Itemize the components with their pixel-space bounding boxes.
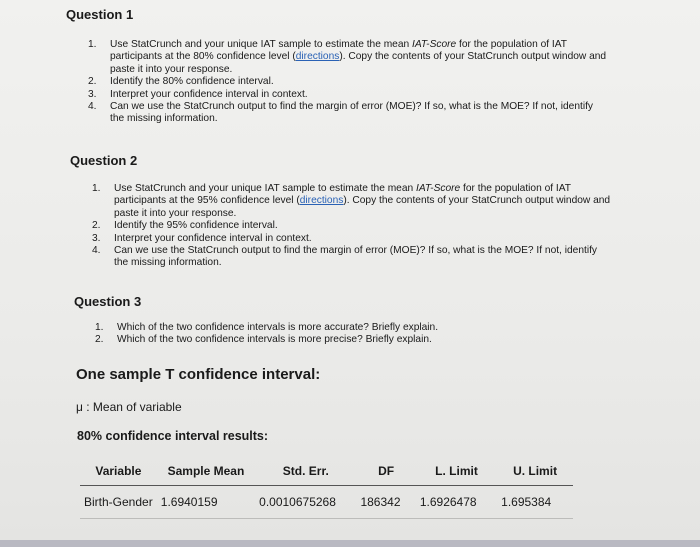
list-item: 4. Can we use the StatCrunch output to find the margin of error (MOE)? If so, what is the MOE? If not, identify the missing information.: [88, 101, 594, 125]
results-label: 80% confidence interval results:: [77, 429, 269, 443]
question-3-title: Question 3: [74, 294, 142, 309]
list-item: 4. Can we use the StatCrunch output to find the margin of error (MOE)? If so, what is the MOE? If not, identify the missing information.: [92, 245, 598, 269]
list-item: 1. Use StatCrunch and your unique IAT sample to estimate the mean IAT-Score for the population of IAT participants at the 95% confidence level (directions). Copy the contents of your StatCrunch output window and paste it into your response.: [92, 183, 611, 219]
table-cell: Birth-Gender: [80, 486, 157, 519]
list-item: 1. Use StatCrunch and your unique IAT sample to estimate the mean IAT-Score for the population of IAT participants at the 80% confidence level (directions). Copy the contents of your StatCrunch output window and paste it into your response.: [88, 39, 607, 75]
col-header: Std. Err.: [255, 457, 356, 486]
directions-link[interactable]: directions: [299, 195, 344, 207]
table-cell: 1.6926478: [416, 486, 497, 519]
col-header: Sample Mean: [157, 457, 255, 486]
list-item: 1. Which of the two confidence intervals is more accurate? Briefly explain.: [95, 322, 439, 333]
table-header-row: [80, 457, 573, 486]
output-title: One sample T confidence interval:: [76, 366, 321, 383]
question-2-title: Question 2: [70, 153, 138, 168]
col-header: Variable: [80, 457, 157, 486]
table-cell: 0.0010675268: [255, 486, 356, 519]
table-row: [80, 486, 573, 519]
question-2-list: [92, 183, 612, 270]
table-cell: 1.695384: [497, 486, 573, 519]
directions-link[interactable]: directions: [295, 51, 340, 63]
bottom-edge: [0, 540, 700, 547]
list-item: 3. Interpret your confidence interval in context.: [88, 88, 308, 100]
list-item: 2. Identify the 95% confidence interval.: [92, 220, 278, 232]
list-item: 2. Which of the two confidence intervals is more precise? Briefly explain.: [95, 334, 432, 346]
parameter-description: μ : Mean of variable: [76, 400, 182, 414]
list-item: 2. Identify the 80% confidence interval.: [88, 76, 274, 88]
question-1-title: Question 1: [66, 7, 134, 22]
col-header: U. Limit: [497, 457, 573, 486]
col-header: L. Limit: [416, 457, 497, 486]
list-item: 3. Interpret your confidence interval in context.: [92, 232, 312, 244]
results-table: [80, 457, 573, 519]
question-1-list: [88, 39, 608, 126]
mu-symbol: μ: [76, 400, 83, 414]
col-header: DF: [356, 457, 415, 486]
table-cell: 186342: [356, 486, 415, 519]
table-cell: 1.6940159: [157, 486, 255, 519]
question-3-list: [95, 322, 575, 347]
